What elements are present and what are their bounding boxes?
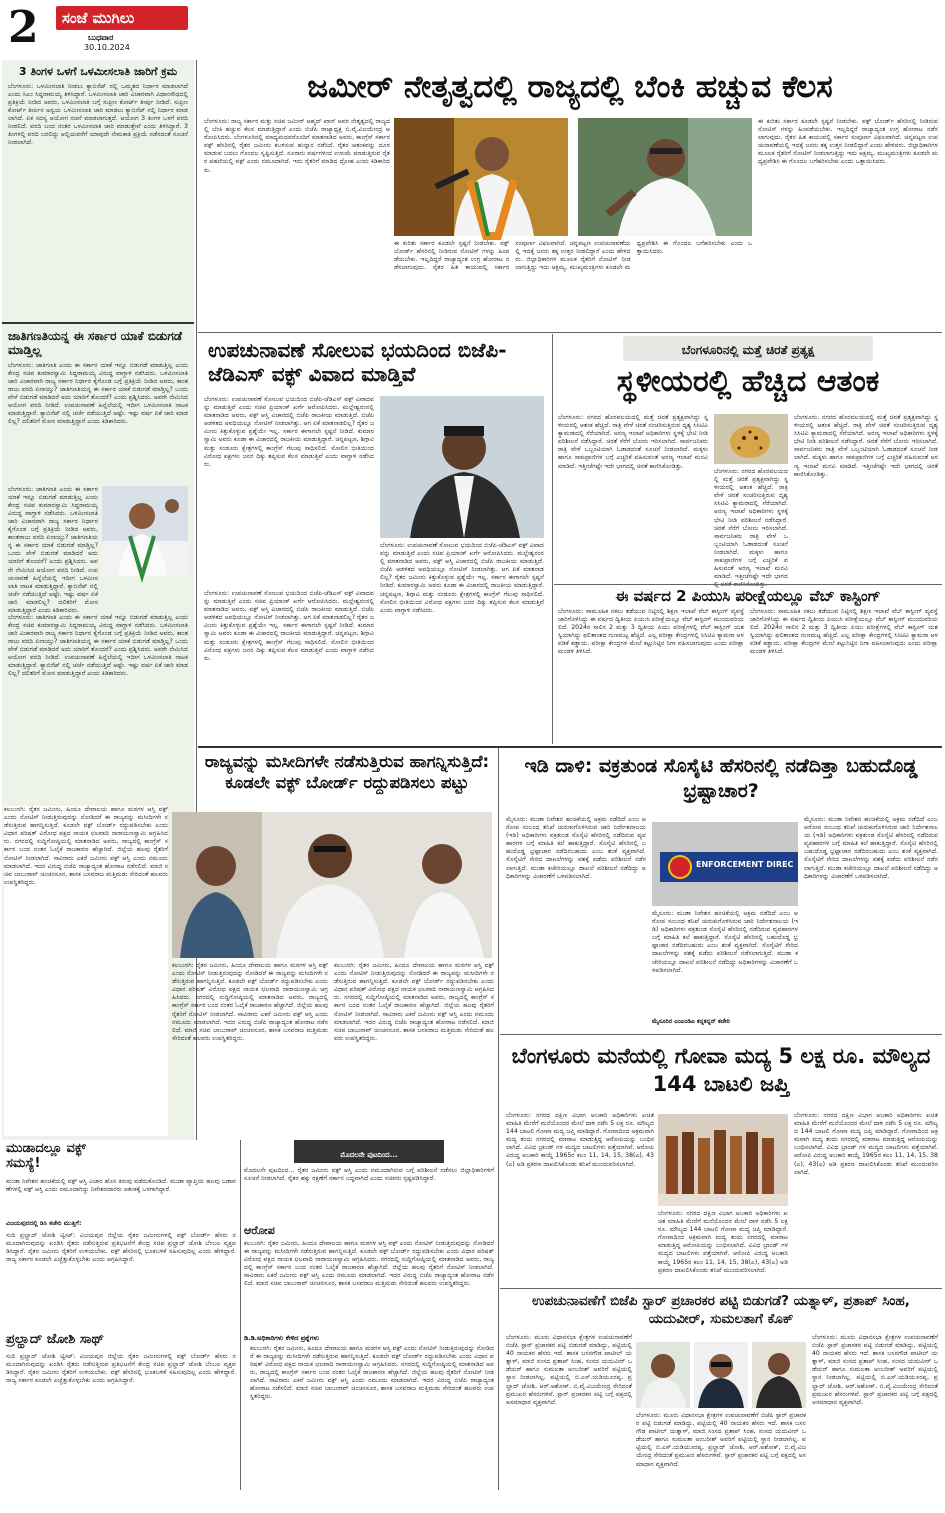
- caste-census-article: [8, 330, 188, 782]
- muda-waqf-article: [2, 1140, 240, 1490]
- puc-body-b: ಬೆಂಗಳೂರು: ಸಾಮೂಹಿಕ ನಕಲು ತಡೆಯುವ ನಿಟ್ಟಿನಲ್ಲಿ ಶಿಕ್ಷಣ ಇಲಾಖೆ ವೆಬ್ ಕಾಸ್ಟಿಂಗ್ ವ್ಯವಸ್ಥೆ ಜಾರಿಗೊಳಿಸಿದ್ದು ಈ ವರ್ಷದ ದ್ವಿತೀಯ ಪಿಯುಸಿ ಪರೀಕ್ಷೆಯಲ್ಲೂ ವೆಬ್ ಕಾಸ್ಟಿಂಗ್ ಮುಂದುವರಿಯಲಿದೆ. 2024ರ ಸಾಲಿನ 2 ಮತ್ತು 3 ದ್ವಿತೀಯ ಪಿಯು ಪರೀಕ್ಷೆಗಳಲ್ಲಿ ವೆಬ್ ಕಾಸ್ಟಿಂಗ್ ಯಶಸ್ವಿಯಾಗಿದ್ದು ಫಲಿತಾಂಶದ ಗುಣಮಟ್ಟ ಹೆಚ್ಚಿದೆ. ಎಲ್ಲ ಪರೀಕ್ಷಾ ಕೇಂದ್ರಗಳಲ್ಲಿ ಸಿಸಿಟಿವಿ ಕ್ಯಾಮರಾ ಅಳವಡಿಕೆ ಕಡ್ಡಾಯ. ಪರೀಕ್ಷಾ ಕೇಂದ್ರಗಳ ಮೇಲೆ ಕಟ್ಟುನಿಟ್ಟಿನ ನಿಗಾ ವಹಿಸಲಾಗುವುದು ಎಂದು ಪರೀಕ್ಷಾ ಮಂಡಳಿ ತಿಳಿಸಿದೆ.: [750, 608, 938, 656]
- zameer-photo: [578, 118, 752, 236]
- leopard-body-a: ಬೆಂಗಳೂರು: ನಗರದ ಹೊರವಲಯದಲ್ಲಿ ಮತ್ತೆ ಚಿರತೆ ಪ್ರತ್ಯಕ್ಷವಾಗಿದ್ದು ಸ್ಥಳೀಯರಲ್ಲಿ ಆತಂಕ ಹೆಚ್ಚಿದೆ. ರಾತ್ರಿ ವೇಳೆ ಚಿರತೆ ಸಂಚರಿಸುತ್ತಿರುವ ದೃಶ್ಯ ಸಿಸಿಟಿವಿ ಕ್ಯಾಮರಾದಲ್ಲಿ ಸೆರೆಯಾಗಿದೆ. ಅರಣ್ಯ ಇಲಾಖೆ ಅಧಿಕಾರಿಗಳು ಸ್ಥಳಕ್ಕೆ ಭೇಟಿ ನೀಡಿ ಪರಿಶೀಲನೆ ನಡೆಸಿದ್ದಾರೆ. ಚಿರತೆ ಸೆರೆಗೆ ಬೋನು ಇರಿಸಲಾಗಿದೆ. ಸಾರ್ವಜನಿಕರು ರಾತ್ರಿ ವೇಳೆ ಒಬ್ಬಂಟಿಯಾಗಿ ಓಡಾಡದಂತೆ ಸೂಚನೆ ನೀಡಲಾಗಿದೆ. ಮಕ್ಕಳು ಹಾಗೂ ಸಾಕುಪ್ರಾಣಿಗಳ ಬಗ್ಗೆ ಎಚ್ಚರಿಕೆ ವಹಿಸುವಂತೆ ಅರಣ್ಯ ಇಲಾಖೆ ಮನವಿ ಮಾಡಿದೆ. ಇತ್ತೀಚೆಗಷ್ಟೇ ಇದೇ ಭಾಗದಲ್ಲಿ ಚಿರತೆ ಕಾಣಿಸಿಕೊಂಡಿತ್ತು.: [558, 414, 708, 470]
- pratap-simha-photo: [694, 1342, 748, 1408]
- lead-body-left: ಬೆಂಗಳೂರು: ರಾಜ್ಯ ಸರ್ಕಾರ ಮತ್ತು ಸಚಿವ ಜಮೀರ್ ಅಹ್ಮದ್ ಖಾನ್ ಅವರ ನೇತೃತ್ವದಲ್ಲಿ ರಾಜ್ಯದಲ್ಲಿ ಬೆಂಕಿ ಹಚ್ಚುವ ಕೆಲಸ ಮಾಡುತ್ತಿದ್ದಾರೆ ಎಂದು ಬಿಜೆಪಿ ರಾಜ್ಯಾಧ್ಯಕ್ಷ ಬಿ.ವೈ.ವಿಜಯೇಂದ್ರ ಆರೋಪಿಸಿದರು. ಬೆಂಗಳೂರಿನಲ್ಲಿ ಮಾಧ್ಯಮದವರೊಂದಿಗೆ ಮಾತನಾಡಿದ ಅವರು, ಕಾಂಗ್ರೆಸ್ ಸರ್ಕಾರ ವಕ್ಫ್ ಹೆಸರಿನಲ್ಲಿ ರೈತರ ಜಮೀನು ಕಬಳಿಸುವ ಹುನ್ನಾರ ನಡೆಸಿದೆ. ರೈತರ ಆತಂಕವನ್ನು ದೂರ ಮಾಡುವ ಬದಲು ಗೊಂದಲ ಸೃಷ್ಟಿಸುತ್ತಿದೆ. ನೂರಾರು ವರ್ಷಗಳಿಂದ ಉಳುಮೆ ಮಾಡುತ್ತಿರುವ ರೈತರ ಪಹಣಿಯಲ್ಲಿ ವಕ್ಫ್ ಎಂದು ನಮೂದಾಗಿದೆ. ಇದು ರೈತರಿಗೆ ಮಾಡಿದ ದ್ರೋಹ ಎಂದು ಕಿಡಿಕಾರಿದರು.: [204, 118, 390, 174]
- muda-waqf-body-2: ಸುದಿ ಪ್ರಲ್ಹಾದ್ ಜೋಶಿ ಟ್ವೀಟ್: ವಿಜಯಪುರ ಜಿಲ್ಲೆಯ ರೈತರ ಜಮೀನುಗಳಲ್ಲಿ ವಕ್ಫ್ ಬೋರ್ಡ್ ಹೆಸರು ನಮೂದಾಗಿರುವುದನ್ನು ಖಂಡಿಸಿ ರೈತರು ನಡೆಸುತ್ತಿರುವ ಪ್ರತಿಭಟನೆಗೆ ಕೇಂದ್ರ ಸಚಿವ ಪ್ರಲ್ಹಾದ್ ಜೋಶಿ ಬೆಂಬಲ ವ್ಯಕ್ತಪಡಿಸಿದ್ದಾರೆ. ರೈತರ ಜಮೀನು ರೈತರಿಗೆ ಉಳಿಯಬೇಕು. ವಕ್ಫ್ ಹೆಸರಿನಲ್ಲಿ ಭೂಕಬಳಿಕೆ ಸಹಿಸುವುದಿಲ್ಲ ಎಂದು ಹೇಳಿದ್ದಾರೆ. ರಾಜ್ಯ ಸರ್ಕಾರ ಕೂಡಲೇ ಎಚ್ಚೆತ್ತುಕೊಳ್ಳಬೇಕು ಎಂದು ಆಗ್ರಹಿಸಿದ್ದಾರೆ.: [6, 1231, 236, 1264]
- leopard-photo: [714, 414, 788, 464]
- goa-body-a: ಬೆಂಗಳೂರು: ನಗರದ ದಕ್ಷಿಣ ವಿಭಾಗ ಅಬಕಾರಿ ಅಧಿಕಾರಿಗಳು ಖಚಿತ ಮಾಹಿತಿ ಮೇರೆಗೆ ಮನೆಯೊಂದರ ಮೇಲೆ ದಾಳಿ ನಡೆಸಿ 5 ಲಕ್ಷ ರೂ. ಮೌಲ್ಯದ 144 ಬಾಟಲಿ ಗೋವಾ ಮದ್ಯ ಜಪ್ತಿ ಮಾಡಿದ್ದಾರೆ. ಗೋವಾದಿಂದ ಅಕ್ರಮವಾಗಿ ಮದ್ಯ ತಂದು ನಗರದಲ್ಲಿ ಮಾರಾಟ ಮಾಡುತ್ತಿದ್ದ ಆರೋಪಿಯನ್ನು ಬಂಧಿಸಲಾಗಿದೆ. ವಿವಿಧ ಬ್ರಾಂಡ್ ಗಳ ಮದ್ಯದ ಬಾಟಲಿಗಳು ಪತ್ತೆಯಾಗಿವೆ. ಆರೋಪಿ ವಿರುದ್ಧ ಅಬಕಾರಿ ಕಾಯ್ದೆ 1965ರ ಕಲಂ 11, 14, 15, 38(ಎ), 43(ಎ) ಅಡಿ ಪ್ರಕರಣ ದಾಖಲಿಸಿಕೊಂಡು ತನಿಖೆ ಮುಂದುವರಿಸಲಾಗಿದೆ.: [506, 1112, 654, 1168]
- masidi-headline: ರಾಜ್ಯವನ್ನು ಮಸೀದಿಗಳೇ ನಡೆಸುತ್ತಿರುವ ಹಾಗನ್ನಿಸುತ್ತಿದೆ: ಕೂಡಲೇ ವಕ್ಫ್ ಬೋರ್ಡ್ ರದ್ದುಪಡಿಸಲು ಪಟ್ಟು: [204, 752, 490, 792]
- ed-article: [500, 750, 942, 1032]
- vijayendra-photo: [394, 118, 568, 236]
- masthead: [0, 0, 945, 56]
- ed-body-c: ಮೈಸೂರು: ಮುಡಾ ನಿವೇಶನ ಹಂಚಿಕೆಯಲ್ಲಿ ಅಕ್ರಮ ನಡೆದಿದೆ ಎಂಬ ಆರೋಪ ಸಂಬಂಧ ತನಿಖೆ ಚುರುಕುಗೊಳಿಸಿರುವ ಜಾರಿ ನಿರ್ದೇಶನಾಲಯ (ಇಡಿ) ಅಧಿಕಾರಿಗಳು ವಕ್ರತುಂಡ ಸೊಸೈಟಿ ಹೆಸರಿನಲ್ಲಿ ನಡೆದಿರುವ ವ್ಯವಹಾರಗಳ ಬಗ್ಗೆ ಮಾಹಿತಿ ಕಲೆ ಹಾಕುತ್ತಿದ್ದಾರೆ. ಸೊಸೈಟಿ ಹೆಸರಿನಲ್ಲಿ ಬಹುದೊಡ್ಡ ಭ್ರಷ್ಟಾಚಾರ ನಡೆದಿರಬಹುದು ಎಂಬ ಶಂಕೆ ವ್ಯಕ್ತವಾಗಿದೆ. ಸೊಸೈಟಿಗೆ ಸೇರಿದ ದಾಖಲೆಗಳನ್ನು ವಶಕ್ಕೆ ಪಡೆದು ಪರಿಶೀಲನೆ ನಡೆಸಲಾಗುತ್ತಿದೆ. ಮುಡಾ ಕಚೇರಿಯಲ್ಲೂ ದಾಖಲೆ ಪರಿಶೀಲನೆ ನಡೆದಿದ್ದು ಅಧಿಕಾರಿಗಳನ್ನು ವಿಚಾರಣೆಗೆ ಒಳಪಡಿಸಲಾಗಿದೆ.: [804, 816, 938, 880]
- leopard-kicker: ಬೆಂಗಳೂರಿನಲ್ಲಿ ಮತ್ತೆ ಚಿರತೆ ಪ್ರತ್ಯಕ್ಷ: [681, 343, 815, 357]
- masidi-body-b: ಕಲಬುರಗಿ: ರೈತರ ಜಮೀನು, ಹಿಂದೂ ದೇವಾಲಯ ಹಾಗೂ ಮಠಗಳ ಆಸ್ತಿ ವಕ್ಫ್ ಎಂದು ನೋಟಿಸ್ ನೀಡುತ್ತಿರುವುದನ್ನು ನೋಡಿದರೆ ಈ ರಾಜ್ಯವನ್ನು ಮಸೀದಿಗಳೇ ನಡೆಸುತ್ತಿರುವ ಹಾಗನ್ನಿಸುತ್ತಿದೆ. ಕೂಡಲೇ ವಕ್ಫ್ ಬೋರ್ಡ್ ರದ್ದುಪಡಿಸಬೇಕು ಎಂದು ವಿಧಾನ ಪರಿಷತ್ ವಿರೋಧ ಪಕ್ಷದ ನಾಯಕ ಛಲವಾದಿ ನಾರಾಯಣಸ್ವಾಮಿ ಆಗ್ರಹಿಸಿದರು. ನಗರದಲ್ಲಿ ಸುದ್ದಿಗೋಷ್ಠಿಯಲ್ಲಿ ಮಾತನಾಡಿದ ಅವರು, ರಾಜ್ಯದಲ್ಲಿ ಕಾಂಗ್ರೆಸ್ ಸರ್ಕಾರ ಬಂದ ನಂತರ ಓಲೈಕೆ ರಾಜಕಾರಣ ಹೆಚ್ಚಾಗಿದೆ. ಜಿಲ್ಲೆಯ ಹಲವು ರೈತರಿಗೆ ನೋಟಿಸ್ ನೀಡಲಾಗಿದೆ. ಸಾವಿರಾರು ಎಕರೆ ಜಮೀನು ವಕ್ಫ್ ಆಸ್ತಿ ಎಂದು ನಮೂದು ಮಾಡಲಾಗಿದೆ. ಇದರ ವಿರುದ್ಧ ಬಿಜೆಪಿ ರಾಜ್ಯಾದ್ಯಂತ ಹೋರಾಟ ನಡೆಸಲಿದೆ. ಮಾಜಿ ಸಚಿವ ಬಾಬುರಾವ್ ಚಿಂಚನಸೂರ, ಶಾಸಕ ಬಸವರಾಜ ಮತ್ತಿಮಡು ಸೇರಿದಂತೆ ಹಲವರು ಉಪಸ್ಥಿತರಿದ್ದರು.: [172, 962, 328, 1042]
- goa-liquor-article: [500, 1036, 942, 1286]
- yaduveer-photo: [752, 1342, 806, 1408]
- priyank-kharge-photo: [380, 396, 544, 538]
- star-body-b: ಬೆಂಗಳೂರು: ಮೂರು ವಿಧಾನಸಭಾ ಕ್ಷೇತ್ರಗಳ ಉಪಚುನಾವಣೆಗೆ ಬಿಜೆಪಿ ಸ್ಟಾರ್ ಪ್ರಚಾರಕರ ಪಟ್ಟಿ ಬಿಡುಗಡೆ ಮಾಡಿದ್ದು, ಪಟ್ಟಿಯಲ್ಲಿ 40 ನಾಯಕರ ಹೆಸರು ಇದೆ. ಶಾಸಕ ಬಸನಗೌಡ ಪಾಟೀಲ್ ಯತ್ನಾಳ್, ಮಾಜಿ ಸಂಸದ ಪ್ರತಾಪ್ ಸಿಂಹ, ಸಂಸದ ಯದುವೀರ್ ಒಡೆಯರ್ ಹಾಗೂ ಸುಮಲತಾ ಅಂಬರೀಶ್ ಅವರಿಗೆ ಪಟ್ಟಿಯಲ್ಲಿ ಸ್ಥಾನ ನೀಡಲಾಗಿಲ್ಲ. ಪಟ್ಟಿಯಲ್ಲಿ ಬಿ.ಎಸ್.ಯಡಿಯೂರಪ್ಪ, ಪ್ರಲ್ಹಾದ್ ಜೋಶಿ, ಆರ್.ಅಶೋಕ್, ಬಿ.ವೈ.ವಿಜಯೇಂದ್ರ ಸೇರಿದಂತೆ ಪ್ರಮುಖರ ಹೆಸರುಗಳಿವೆ. ಸ್ಟಾರ್ ಪ್ರಚಾರಕರ ಪಟ್ಟಿ ಬಗ್ಗೆ ಪಕ್ಷದಲ್ಲಿ ಅಸಮಾಧಾನ ವ್ಯಕ್ತವಾಗಿದೆ.: [636, 1412, 806, 1468]
- leopard-body-c: ಬೆಂಗಳೂರು: ನಗರದ ಹೊರವಲಯದಲ್ಲಿ ಮತ್ತೆ ಚಿರತೆ ಪ್ರತ್ಯಕ್ಷವಾಗಿದ್ದು ಸ್ಥಳೀಯರಲ್ಲಿ ಆತಂಕ ಹೆಚ್ಚಿದೆ. ರಾತ್ರಿ ವೇಳೆ ಚಿರತೆ ಸಂಚರಿಸುತ್ತಿರುವ ದೃಶ್ಯ ಸಿಸಿಟಿವಿ ಕ್ಯಾಮರಾದಲ್ಲಿ ಸೆರೆಯಾಗಿದೆ. ಅರಣ್ಯ ಇಲಾಖೆ ಅಧಿಕಾರಿಗಳು ಸ್ಥಳಕ್ಕೆ ಭೇಟಿ ನೀಡಿ ಪರಿಶೀಲನೆ ನಡೆಸಿದ್ದಾರೆ. ಚಿರತೆ ಸೆರೆಗೆ ಬೋನು ಇರಿಸಲಾಗಿದೆ. ಸಾರ್ವಜನಿಕರು ರಾತ್ರಿ ವೇಳೆ ಒಬ್ಬಂಟಿಯಾಗಿ ಓಡಾಡದಂತೆ ಸೂಚನೆ ನೀಡಲಾಗಿದೆ. ಮಕ್ಕಳು ಹಾಗೂ ಸಾಕುಪ್ರಾಣಿಗಳ ಬಗ್ಗೆ ಎಚ್ಚರಿಕೆ ವಹಿಸುವಂತೆ ಅರಣ್ಯ ಇಲಾಖೆ ಮನವಿ ಮಾಡಿದೆ. ಇತ್ತೀಚೆಗಷ್ಟೇ ಇದೇ ಭಾಗದಲ್ಲಿ ಚಿರತೆ ಕಾಣಿಸಿಕೊಂಡಿತ್ತು.: [794, 414, 938, 478]
- masidi-body-a: ಕಲಬುರಗಿ: ರೈತರ ಜಮೀನು, ಹಿಂದೂ ದೇವಾಲಯ ಹಾಗೂ ಮಠಗಳ ಆಸ್ತಿ ವಕ್ಫ್ ಎಂದು ನೋಟಿಸ್ ನೀಡುತ್ತಿರುವುದನ್ನು ನೋಡಿದರೆ ಈ ರಾಜ್ಯವನ್ನು ಮಸೀದಿಗಳೇ ನಡೆಸುತ್ತಿರುವ ಹಾಗನ್ನಿಸುತ್ತಿದೆ. ಕೂಡಲೇ ವಕ್ಫ್ ಬೋರ್ಡ್ ರದ್ದುಪಡಿಸಬೇಕು ಎಂದು ವಿಧಾನ ಪರಿಷತ್ ವಿರೋಧ ಪಕ್ಷದ ನಾಯಕ ಛಲವಾದಿ ನಾರಾಯಣಸ್ವಾಮಿ ಆಗ್ರಹಿಸಿದರು. ನಗರದಲ್ಲಿ ಸುದ್ದಿಗೋಷ್ಠಿಯಲ್ಲಿ ಮಾತನಾಡಿದ ಅವರು, ರಾಜ್ಯದಲ್ಲಿ ಕಾಂಗ್ರೆಸ್ ಸರ್ಕಾರ ಬಂದ ನಂತರ ಓಲೈಕೆ ರಾಜಕಾರಣ ಹೆಚ್ಚಾಗಿದೆ. ಜಿಲ್ಲೆಯ ಹಲವು ರೈತರಿಗೆ ನೋಟಿಸ್ ನೀಡಲಾಗಿದೆ. ಸಾವಿರಾರು ಎಕರೆ ಜಮೀನು ವಕ್ಫ್ ಆಸ್ತಿ ಎಂದು ನಮೂದು ಮಾಡಲಾಗಿದೆ. ಇದರ ವಿರುದ್ಧ ಬಿಜೆಪಿ ರಾಜ್ಯಾದ್ಯಂತ ಹೋರಾಟ ನಡೆಸಲಿದೆ. ಮಾಜಿ ಸಚಿವ ಬಾಬುರಾವ್ ಚಿಂಚನಸೂರ, ಶಾಸಕ ಬಸವರಾಜ ಮತ್ತಿಮಡು ಸೇರಿದಂತೆ ಹಲವರು ಉಪಸ್ಥಿತರಿದ್ದರು.: [4, 806, 168, 1136]
- brand-logo: [56, 6, 188, 30]
- ed-board-text: ENFORCEMENT DIREC: [696, 860, 794, 869]
- goa-body-b: ಬೆಂಗಳೂರು: ನಗರದ ದಕ್ಷಿಣ ವಿಭಾಗ ಅಬಕಾರಿ ಅಧಿಕಾರಿಗಳು ಖಚಿತ ಮಾಹಿತಿ ಮೇರೆಗೆ ಮನೆಯೊಂದರ ಮೇಲೆ ದಾಳಿ ನಡೆಸಿ 5 ಲಕ್ಷ ರೂ. ಮೌಲ್ಯದ 144 ಬಾಟಲಿ ಗೋವಾ ಮದ್ಯ ಜಪ್ತಿ ಮಾಡಿದ್ದಾರೆ. ಗೋವಾದಿಂದ ಅಕ್ರಮವಾಗಿ ಮದ್ಯ ತಂದು ನಗರದಲ್ಲಿ ಮಾರಾಟ ಮಾಡುತ್ತಿದ್ದ ಆರೋಪಿಯನ್ನು ಬಂಧಿಸಲಾಗಿದೆ. ವಿವಿಧ ಬ್ರಾಂಡ್ ಗಳ ಮದ್ಯದ ಬಾಟಲಿಗಳು ಪತ್ತೆಯಾಗಿವೆ. ಆರೋಪಿ ವಿರುದ್ಧ ಅಬಕಾರಿ ಕಾಯ್ದೆ 1965ರ ಕಲಂ 11, 14, 15, 38(ಎ), 43(ಎ) ಅಡಿ ಪ್ರಕರಣ ದಾಖಲಿಸಿಕೊಂಡು ತನಿಖೆ ಮುಂದುವರಿಸಲಾಗಿದೆ.: [658, 1210, 788, 1274]
- yatnal-photo: [636, 1342, 690, 1408]
- masthead-date: 30.10.2024: [84, 43, 130, 52]
- caste-census-body-a: ಬೆಂಗಳೂರು: ಜಾತಿಗಣತಿ ಎಂದು ಈ ಸರ್ಕಾರ ಯಾಕೆ ಇನ್ನೂ ಬಿಡುಗಡೆ ಮಾಡುತ್ತಿಲ್ಲ ಎಂದು ಕೇಂದ್ರ ಸಚಿವ ಕುಮಾರಸ್ವಾಮಿ ಸಿದ್ದರಾಮಯ್ಯ ವಿರುದ್ಧ ವಾಗ್ದಾಳಿ ನಡೆಸಿದರು. ಒಳಮೀಸಲಾತಿ ಜಾರಿ ವಿಚಾರವಾಗಿ ರಾಜ್ಯ ಸರ್ಕಾರ ನಿರ್ಧಾರ ಕೈಗೊಂಡ ಬಗ್ಗೆ ಪ್ರತಿಕ್ರಿಯೆ ನೀಡಿದ ಅವರು, ಕಾಂತರಾಜು ವರದಿ ಏನಾಯ್ತು? ಜಾತಿಗಣತಿಯನ್ನ ಈ ಸರ್ಕಾರ ಯಾಕೆ ಬಿಡುಗಡೆ ಮಾಡ್ತಿಲ್ಲ? ಒಂದು ವೇಳೆ ಬಿಡುಗಡೆ ಮಾಡಿದರೆ ಅದು ಯಾರಿಗೆ ತೊಂದರೆ? ಎಂದು ಪ್ರಶ್ನಿಸಿದರು. ಅವರೇ ನೇಮಿಸಿದ ಆಯೋಗ ವರದಿ ನೀಡಿದೆ. ಉಪಚುನಾವಣೆ ಹಿನ್ನೆಲೆಯಲ್ಲಿ ಇದೀಗ ಒಳಮೀಸಲಾತಿ ನಾಟಕ ಮಾಡುತ್ತಿದ್ದಾರೆ. ಕ್ಯಾಬಿನೆಟ್ ನಲ್ಲಿ ಚರ್ಚೆ ನಡೆಯುತ್ತಿದೆ ಅಷ್ಟೇ. ಇಷ್ಟು ವರ್ಷ ಏಕೆ ಜಾರಿ ಮಾಡಲಿಲ್ಲ? ದಲಿತರಿಗೆ ಮೋಸ ಮಾಡುತ್ತಿದ್ದಾರೆ ಎಂದು ಕಿಡಿಕಾರಿದರು.: [8, 361, 188, 426]
- star-body-c: ಬೆಂಗಳೂರು: ಮೂರು ವಿಧಾನಸಭಾ ಕ್ಷೇತ್ರಗಳ ಉಪಚುನಾವಣೆಗೆ ಬಿಜೆಪಿ ಸ್ಟಾರ್ ಪ್ರಚಾರಕರ ಪಟ್ಟಿ ಬಿಡುಗಡೆ ಮಾಡಿದ್ದು, ಪಟ್ಟಿಯಲ್ಲಿ 40 ನಾಯಕರ ಹೆಸರು ಇದೆ. ಶಾಸಕ ಬಸನಗೌಡ ಪಾಟೀಲ್ ಯತ್ನಾಳ್, ಮಾಜಿ ಸಂಸದ ಪ್ರತಾಪ್ ಸಿಂಹ, ಸಂಸದ ಯದುವೀರ್ ಒಡೆಯರ್ ಹಾಗೂ ಸುಮಲತಾ ಅಂಬರೀಶ್ ಅವರಿಗೆ ಪಟ್ಟಿಯಲ್ಲಿ ಸ್ಥಾನ ನೀಡಲಾಗಿಲ್ಲ. ಪಟ್ಟಿಯಲ್ಲಿ ಬಿ.ಎಸ್.ಯಡಿಯೂರಪ್ಪ, ಪ್ರಲ್ಹಾದ್ ಜೋಶಿ, ಆರ್.ಅಶೋಕ್, ಬಿ.ವೈ.ವಿಜಯೇಂದ್ರ ಸೇರಿದಂತೆ ಪ್ರಮುಖರ ಹೆಸರುಗಳಿವೆ. ಸ್ಟಾರ್ ಪ್ರಚಾರಕರ ಪಟ್ಟಿ ಬಗ್ಗೆ ಪಕ್ಷದಲ್ಲಿ ಅಸಮಾಧಾನ ವ್ಯಕ್ತವಾಗಿದೆ.: [812, 1334, 938, 1406]
- ed-body-b: ಮೈಸೂರು: ಮುಡಾ ನಿವೇಶನ ಹಂಚಿಕೆಯಲ್ಲಿ ಅಕ್ರಮ ನಡೆದಿದೆ ಎಂಬ ಆರೋಪ ಸಂಬಂಧ ತನಿಖೆ ಚುರುಕುಗೊಳಿಸಿರುವ ಜಾರಿ ನಿರ್ದೇಶನಾಲಯ (ಇಡಿ) ಅಧಿಕಾರಿಗಳು ವಕ್ರತುಂಡ ಸೊಸೈಟಿ ಹೆಸರಿನಲ್ಲಿ ನಡೆದಿರುವ ವ್ಯವಹಾರಗಳ ಬಗ್ಗೆ ಮಾಹಿತಿ ಕಲೆ ಹಾಕುತ್ತಿದ್ದಾರೆ. ಸೊಸೈಟಿ ಹೆಸರಿನಲ್ಲಿ ಬಹುದೊಡ್ಡ ಭ್ರಷ್ಟಾಚಾರ ನಡೆದಿರಬಹುದು ಎಂಬ ಶಂಕೆ ವ್ಯಕ್ತವಾಗಿದೆ. ಸೊಸೈಟಿಗೆ ಸೇರಿದ ದಾಖಲೆಗಳನ್ನು ವಶಕ್ಕೆ ಪಡೆದು ಪರಿಶೀಲನೆ ನಡೆಸಲಾಗುತ್ತಿದೆ. ಮುಡಾ ಕಚೇರಿಯಲ್ಲೂ ದಾಖಲೆ ಪರಿಶೀಲನೆ ನಡೆದಿದ್ದು ಅಧಿಕಾರಿಗಳನ್ನು ವಿಚಾರಣೆಗೆ ಒಳಪಡಿಸಲಾಗಿದೆ.: [652, 910, 798, 974]
- ob-quota-headline: 3 ತಿಂಗಳ ಒಳಗೆ ಒಳಮೀಸಲಾತಿ ಜಾರಿಗೆ ಕ್ರಮ: [18, 65, 178, 78]
- joshi-body: ಸುದಿ ಪ್ರಲ್ಹಾದ್ ಜೋಶಿ ಟ್ವೀಟ್: ವಿಜಯಪುರ ಜಿಲ್ಲೆಯ ರೈತರ ಜಮೀನುಗಳಲ್ಲಿ ವಕ್ಫ್ ಬೋರ್ಡ್ ಹೆಸರು ನಮೂದಾಗಿರುವುದನ್ನು ಖಂಡಿಸಿ ರೈತರು ನಡೆಸುತ್ತಿರುವ ಪ್ರತಿಭಟನೆಗೆ ಕೇಂದ್ರ ಸಚಿವ ಪ್ರಲ್ಹಾದ್ ಜೋಶಿ ಬೆಂಬಲ ವ್ಯಕ್ತಪಡಿಸಿದ್ದಾರೆ. ರೈತರ ಜಮೀನು ರೈತರಿಗೆ ಉಳಿಯಬೇಕು. ವಕ್ಫ್ ಹೆಸರಿನಲ್ಲಿ ಭೂಕಬಳಿಕೆ ಸಹಿಸುವುದಿಲ್ಲ ಎಂದು ಹೇಳಿದ್ದಾರೆ. ರಾಜ್ಯ ಸರ್ಕಾರ ಕೂಡಲೇ ಎಚ್ಚೆತ್ತುಕೊಳ್ಳಬೇಕು ಎಂದು ಆಗ್ರಹಿಸಿದ್ದಾರೆ.: [6, 1352, 236, 1385]
- puc-body-a: ಬೆಂಗಳೂರು: ಸಾಮೂಹಿಕ ನಕಲು ತಡೆಯುವ ನಿಟ್ಟಿನಲ್ಲಿ ಶಿಕ್ಷಣ ಇಲಾಖೆ ವೆಬ್ ಕಾಸ್ಟಿಂಗ್ ವ್ಯವಸ್ಥೆ ಜಾರಿಗೊಳಿಸಿದ್ದು ಈ ವರ್ಷದ ದ್ವಿತೀಯ ಪಿಯುಸಿ ಪರೀಕ್ಷೆಯಲ್ಲೂ ವೆಬ್ ಕಾಸ್ಟಿಂಗ್ ಮುಂದುವರಿಯಲಿದೆ. 2024ರ ಸಾಲಿನ 2 ಮತ್ತು 3 ದ್ವಿತೀಯ ಪಿಯು ಪರೀಕ್ಷೆಗಳಲ್ಲಿ ವೆಬ್ ಕಾಸ್ಟಿಂಗ್ ಯಶಸ್ವಿಯಾಗಿದ್ದು ಫಲಿತಾಂಶದ ಗುಣಮಟ್ಟ ಹೆಚ್ಚಿದೆ. ಎಲ್ಲ ಪರೀಕ್ಷಾ ಕೇಂದ್ರಗಳಲ್ಲಿ ಸಿಸಿಟಿವಿ ಕ್ಯಾಮರಾ ಅಳವಡಿಕೆ ಕಡ್ಡಾಯ. ಪರೀಕ್ಷಾ ಕೇಂದ್ರಗಳ ಮೇಲೆ ಕಟ್ಟುನಿಟ್ಟಿನ ನಿಗಾ ವಹಿಸಲಾಗುವುದು ಎಂದು ಪರೀಕ್ಷಾ ಮಂಡಳಿ ತಿಳಿಸಿದೆ.: [558, 608, 744, 656]
- kumaraswamy-photo: [102, 486, 188, 576]
- ob-quota-body: ಬೆಂಗಳೂರು: ಒಳಮೀಸಲಾತಿ ನೀಡಲು ಕ್ಯಾಬಿನೆಟ್ ನಲ್ಲಿ ಒಮ್ಮತದ ನಿರ್ಧಾರ ಮಾಡಲಾಗಿದೆ ಎಂದು ಸಿಎಂ ಸಿದ್ದರಾಮಯ್ಯ ತಿಳಿಸಿದ್ದಾರೆ. ಒಳಮೀಸಲಾತಿ ಜಾರಿ ವಿಚಾರವಾಗಿ ವಿಧಾನಸೌಧದಲ್ಲಿ ಪ್ರತಿಕ್ರಿಯೆ ನೀಡಿದ ಅವರು, ಒಳಮೀಸಲಾತಿ ಬಗ್ಗೆ ಸುಪ್ರೀಂ ಕೋರ್ಟ್ ತೀರ್ಪು ನೀಡಿದೆ. ಸುಪ್ರೀಂ ಕೋರ್ಟ್ ತೀರ್ಪಿನ ಅನ್ವಯ ಒಳಮೀಸಲಾತಿ ಜಾರಿ ಮಾಡಲು ಕ್ಯಾಬಿನೆಟ್ ನಲ್ಲಿ ನಿರ್ಧಾರ ಮಾಡಲಾಗಿದೆ. ಏಕ ಸದಸ್ಯ ಆಯೋಗ ರಚನೆ ಮಾಡಲಾಗುತ್ತದೆ. ಆಯೋಗ 3 ತಿಂಗಳ ಒಳಗೆ ವರದಿ ನೀಡಲಿದೆ. ವರದಿ ಬಂದ ನಂತರ ಒಳಮೀಸಲಾತಿ ಜಾರಿ ಮಾಡುತ್ತೇವೆ ಎಂದು ತಿಳಿಸಿದ್ದಾರೆ. 3 ತಿಂಗಳಲ್ಲಿ ವರದಿ ಬರಲಿದ್ದು ಅಲ್ಲಿಯವರೆಗೆ ಯಾವುದೇ ನೇಮಕಾತಿ ಪ್ರಕ್ರಿಯೆ ನಡೆಸದಂತೆ ಸೂಚನೆ ನೀಡಲಾಗಿದೆ.: [8, 82, 188, 147]
- caste-census-body-c: ಬೆಂಗಳೂರು: ಜಾತಿಗಣತಿ ಎಂದು ಈ ಸರ್ಕಾರ ಯಾಕೆ ಇನ್ನೂ ಬಿಡುಗಡೆ ಮಾಡುತ್ತಿಲ್ಲ ಎಂದು ಕೇಂದ್ರ ಸಚಿವ ಕುಮಾರಸ್ವಾಮಿ ಸಿದ್ದರಾಮಯ್ಯ ವಿರುದ್ಧ ವಾಗ್ದಾಳಿ ನಡೆಸಿದರು. ಒಳಮೀಸಲಾತಿ ಜಾರಿ ವಿಚಾರವಾಗಿ ರಾಜ್ಯ ಸರ್ಕಾರ ನಿರ್ಧಾರ ಕೈಗೊಂಡ ಬಗ್ಗೆ ಪ್ರತಿಕ್ರಿಯೆ ನೀಡಿದ ಅವರು, ಕಾಂತರಾಜು ವರದಿ ಏನಾಯ್ತು? ಜಾತಿಗಣತಿಯನ್ನ ಈ ಸರ್ಕಾರ ಯಾಕೆ ಬಿಡುಗಡೆ ಮಾಡ್ತಿಲ್ಲ? ಒಂದು ವೇಳೆ ಬಿಡುಗಡೆ ಮಾಡಿದರೆ ಅದು ಯಾರಿಗೆ ತೊಂದರೆ? ಎಂದು ಪ್ರಶ್ನಿಸಿದರು. ಅವರೇ ನೇಮಿಸಿದ ಆಯೋಗ ವರದಿ ನೀಡಿದೆ. ಉಪಚುನಾವಣೆ ಹಿನ್ನೆಲೆಯಲ್ಲಿ ಇದೀಗ ಒಳಮೀಸಲಾತಿ ನಾಟಕ ಮಾಡುತ್ತಿದ್ದಾರೆ. ಕ್ಯಾಬಿನೆಟ್ ನಲ್ಲಿ ಚರ್ಚೆ ನಡೆಯುತ್ತಿದೆ ಅಷ್ಟೇ. ಇಷ್ಟು ವರ್ಷ ಏಕೆ ಜಾರಿ ಮಾಡಲಿಲ್ಲ? ದಲಿತರಿಗೆ ಮೋಸ ಮಾಡುತ್ತಿದ್ದಾರೆ ಎಂದು ಕಿಡಿಕಾರಿದರು.: [8, 613, 188, 678]
- liquor-bottles-photo: [658, 1114, 788, 1206]
- lead-article: [198, 60, 942, 330]
- upachunavane-body-b: ಬೆಂಗಳೂರು: ಉಪಚುನಾವಣೆ ಸೋಲುವ ಭಯದಿಂದ ಬಿಜೆಪಿ-ಜೆಡಿಎಸ್ ವಕ್ಫ್ ವಿವಾದವನ್ನು ಮಾಡುತ್ತಿವೆ ಎಂದು ಸಚಿವ ಪ್ರಿಯಾಂಕ್ ಖರ್ಗೆ ಆರೋಪಿಸಿದರು. ಮಲ್ಲೇಶ್ವರಂನಲ್ಲಿ ಮಾತನಾಡಿದ ಅವರು, ವಕ್ಫ್ ಆಸ್ತಿ ವಿಚಾರದಲ್ಲಿ ಬಿಜೆಪಿ ರಾಜಕೀಯ ಮಾಡುತ್ತಿದೆ. ಬಿಜೆಪಿ ಆಡಳಿತದ ಅವಧಿಯಲ್ಲೂ ನೋಟಿಸ್ ನೀಡಲಾಗಿತ್ತು. ಆಗ ಏಕೆ ಮಾತನಾಡಲಿಲ್ಲ? ರೈತರ ಜಮೀನು ಕಿತ್ತುಕೊಳ್ಳುವ ಪ್ರಶ್ನೆಯೇ ಇಲ್ಲ. ಸರ್ಕಾರ ಈಗಾಗಲೇ ಸ್ಪಷ್ಟನೆ ನೀಡಿದೆ. ಕುಮಾರಸ್ವಾಮಿ ಅವರು ಕೂಡಾ ಈ ವಿಚಾರದಲ್ಲಿ ರಾಜಕೀಯ ಮಾಡುತ್ತಿದ್ದಾರೆ. ಚನ್ನಪಟ್ಟಣ, ಶಿಗ್ಗಾವಿ ಮತ್ತು ಸಂಡೂರು ಕ್ಷೇತ್ರಗಳಲ್ಲಿ ಕಾಂಗ್ರೆಸ್ ಗೆಲುವು ಸಾಧಿಸಲಿದೆ. ಸೋಲಿನ ಭೀತಿಯಿಂದ ವಿರೋಧ ಪಕ್ಷಗಳು ಜನರ ದಿಕ್ಕು ತಪ್ಪಿಸುವ ಕೆಲಸ ಮಾಡುತ್ತಿವೆ ಎಂದು ವಾಗ್ದಾಳಿ ನಡೆಸಿದರು.: [380, 542, 544, 614]
- puc-headline: ಈ ವರ್ಷದ 2 ಪಿಯುಸಿ ಪರೀಕ್ಷೆಯಲ್ಲೂ ವೆಬ್ ಕಾಸ್ಟಿಂಗ್: [615, 587, 881, 605]
- ed-office-photo: [652, 822, 798, 906]
- lead-headline: ಜಮೀರ್ ನೇತೃತ್ವದಲ್ಲಿ ರಾಜ್ಯದಲ್ಲಿ ಬೆಂಕಿ ಹಚ್ಚುವ ಕೆಲಸ: [307, 69, 833, 106]
- aropa-label: ಆರೋಪ: [244, 1224, 275, 1237]
- list-body: ಕಲಬುರಗಿ: ರೈತರ ಜಮೀನು, ಹಿಂದೂ ದೇವಾಲಯ ಹಾಗೂ ಮಠಗಳ ಆಸ್ತಿ ವಕ್ಫ್ ಎಂದು ನೋಟಿಸ್ ನೀಡುತ್ತಿರುವುದನ್ನು ನೋಡಿದರೆ ಈ ರಾಜ್ಯವನ್ನು ಮಸೀದಿಗಳೇ ನಡೆಸುತ್ತಿರುವ ಹಾಗನ್ನಿಸುತ್ತಿದೆ. ಕೂಡಲೇ ವಕ್ಫ್ ಬೋರ್ಡ್ ರದ್ದುಪಡಿಸಬೇಕು ಎಂದು ವಿಧಾನ ಪರಿಷತ್ ವಿರೋಧ ಪಕ್ಷದ ನಾಯಕ ಛಲವಾದಿ ನಾರಾಯಣಸ್ವಾಮಿ ಆಗ್ರಹಿಸಿದರು. ನಗರದಲ್ಲಿ ಸುದ್ದಿಗೋಷ್ಠಿಯಲ್ಲಿ ಮಾತನಾಡಿದ ಅವರು, ರಾಜ್ಯದಲ್ಲಿ ಕಾಂಗ್ರೆಸ್ ಸರ್ಕಾರ ಬಂದ ನಂತರ ಓಲೈಕೆ ರಾಜಕಾರಣ ಹೆಚ್ಚಾಗಿದೆ. ಜಿಲ್ಲೆಯ ಹಲವು ರೈತರಿಗೆ ನೋಟಿಸ್ ನೀಡಲಾಗಿದೆ. ಸಾವಿರಾರು ಎಕರೆ ಜಮೀನು ವಕ್ಫ್ ಆಸ್ತಿ ಎಂದು ನಮೂದು ಮಾಡಲಾಗಿದೆ. ಇದರ ವಿರುದ್ಧ ಬಿಜೆಪಿ ರಾಜ್ಯಾದ್ಯಂತ ಹೋರಾಟ ನಡೆಸಲಿದೆ. ಮಾಜಿ ಸಚಿವ ಬಾಬುರಾವ್ ಚಿಂಚನಸೂರ, ಶಾಸಕ ಬಸವರಾಜ ಮತ್ತಿಮಡು ಸೇರಿದಂತೆ ಹಲವರು ಉಪಸ್ಥಿತರಿದ್ದರು.: [250, 1344, 494, 1401]
- ed-photo-caption: ಮೈಸೂರಿನ ಎಂಎಂಡಿಎ ಕನ್ನಕನ್ನನ್ ಕಚೇರಿ: [652, 1018, 730, 1025]
- masthead-day: ಬುಧವಾರ: [88, 33, 114, 42]
- narayanaswamy-photo: [172, 812, 492, 958]
- aropa-body: ಕಲಬುರಗಿ: ರೈತರ ಜಮೀನು, ಹಿಂದೂ ದೇವಾಲಯ ಹಾಗೂ ಮಠಗಳ ಆಸ್ತಿ ವಕ್ಫ್ ಎಂದು ನೋಟಿಸ್ ನೀಡುತ್ತಿರುವುದನ್ನು ನೋಡಿದರೆ ಈ ರಾಜ್ಯವನ್ನು ಮಸೀದಿಗಳೇ ನಡೆಸುತ್ತಿರುವ ಹಾಗನ್ನಿಸುತ್ತಿದೆ. ಕೂಡಲೇ ವಕ್ಫ್ ಬೋರ್ಡ್ ರದ್ದುಪಡಿಸಬೇಕು ಎಂದು ವಿಧಾನ ಪರಿಷತ್ ವಿರೋಧ ಪಕ್ಷದ ನಾಯಕ ಛಲವಾದಿ ನಾರಾಯಣಸ್ವಾಮಿ ಆಗ್ರಹಿಸಿದರು. ನಗರದಲ್ಲಿ ಸುದ್ದಿಗೋಷ್ಠಿಯಲ್ಲಿ ಮಾತನಾಡಿದ ಅವರು, ರಾಜ್ಯದಲ್ಲಿ ಕಾಂಗ್ರೆಸ್ ಸರ್ಕಾರ ಬಂದ ನಂತರ ಓಲೈಕೆ ರಾಜಕಾರಣ ಹೆಚ್ಚಾಗಿದೆ. ಜಿಲ್ಲೆಯ ಹಲವು ರೈತರಿಗೆ ನೋಟಿಸ್ ನೀಡಲಾಗಿದೆ. ಸಾವಿರಾರು ಎಕರೆ ಜಮೀನು ವಕ್ಫ್ ಆಸ್ತಿ ಎಂದು ನಮೂದು ಮಾಡಲಾಗಿದೆ. ಇದರ ವಿರುದ್ಧ ಬಿಜೆಪಿ ರಾಜ್ಯಾದ್ಯಂತ ಹೋರಾಟ ನಡೆಸಲಿದೆ. ಮಾಜಿ ಸಚಿವ ಬಾಬುರಾವ್ ಚಿಂಚನಸೂರ, ಶಾಸಕ ಬಸವರಾಜ ಮತ್ತಿಮಡು ಸೇರಿದಂತೆ ಹಲವರು ಉಪಸ್ಥಿತರಿದ್ದರು.: [244, 1239, 494, 1288]
- continued-label: ಮೊದಲನೇ ಪುಟದಿಂದ...: [340, 1151, 398, 1159]
- ed-body-a: ಮೈಸೂರು: ಮುಡಾ ನಿವೇಶನ ಹಂಚಿಕೆಯಲ್ಲಿ ಅಕ್ರಮ ನಡೆದಿದೆ ಎಂಬ ಆರೋಪ ಸಂಬಂಧ ತನಿಖೆ ಚುರುಕುಗೊಳಿಸಿರುವ ಜಾರಿ ನಿರ್ದೇಶನಾಲಯ (ಇಡಿ) ಅಧಿಕಾರಿಗಳು ವಕ್ರತುಂಡ ಸೊಸೈಟಿ ಹೆಸರಿನಲ್ಲಿ ನಡೆದಿರುವ ವ್ಯವಹಾರಗಳ ಬಗ್ಗೆ ಮಾಹಿತಿ ಕಲೆ ಹಾಕುತ್ತಿದ್ದಾರೆ. ಸೊಸೈಟಿ ಹೆಸರಿನಲ್ಲಿ ಬಹುದೊಡ್ಡ ಭ್ರಷ್ಟಾಚಾರ ನಡೆದಿರಬಹುದು ಎಂಬ ಶಂಕೆ ವ್ಯಕ್ತವಾಗಿದೆ. ಸೊಸೈಟಿಗೆ ಸೇರಿದ ದಾಖಲೆಗಳನ್ನು ವಶಕ್ಕೆ ಪಡೆದು ಪರಿಶೀಲನೆ ನಡೆಸಲಾಗುತ್ತಿದೆ. ಮುಡಾ ಕಚೇರಿಯಲ್ಲೂ ದಾಖಲೆ ಪರಿಶೀಲನೆ ನಡೆದಿದ್ದು ಅಧಿಕಾರಿಗಳನ್ನು ವಿಚಾರಣೆಗೆ ಒಳಪಡಿಸಲಾಗಿದೆ.: [506, 816, 646, 880]
- puc-article: [554, 586, 942, 744]
- upachunavane-article: [198, 334, 550, 744]
- leopard-headline: ಸ್ಥಳೀಯರಲ್ಲಿ ಹೆಚ್ಚಿದ ಆತಂಕ: [616, 364, 880, 399]
- continued-article: [242, 1140, 496, 1490]
- star-headline: ಉಪಚುನಾವಣೆಗೆ ಬಿಜೆಪಿ ಸ್ಟಾರ್ ಪ್ರಚಾರಕರ ಪಟ್ಟಿ ಬಿಡುಗಡೆ? ಯತ್ನಾಳ್, ಪ್ರತಾಪ್ ಸಿಂಹ, ಯದುವೀರ್, ಸುಮಲತಾಗೆ ಕೊಕ್: [532, 1293, 910, 1327]
- leopard-article: [554, 334, 942, 582]
- muda-waqf-byline: ವಿಜಯಪುರದಲ್ಲಿ ಡಿಸಿ ಕಚೇರಿ ಮುತ್ತಿಗೆ:: [6, 1219, 82, 1227]
- lead-headline-bar: [198, 60, 942, 116]
- page-number: 2: [8, 2, 39, 53]
- goa-liquor-headline: ಬೆಂಗಳೂರು ಮನೆಯಲ್ಲಿ ಗೋವಾ ಮದ್ಯ 5 ಲಕ್ಷ ರೂ. ಮೌಲ್ಯದ 144 ಬಾಟಲಿ ಜಪ್ತಿ: [511, 1044, 931, 1097]
- ed-headline: ಇಡಿ ದಾಳಿ: ವಕ್ರತುಂಡ ಸೊಸೈಟಿ ಹೆಸರಿನಲ್ಲಿ ನಡೆದಿತ್ತಾ ಬಹುದೊಡ್ಡ ಭ್ರಷ್ಟಾಚಾರ?: [524, 755, 918, 802]
- muda-waqf-headline: ಮುಡಾದಲ್ಲೂ ವಕ್ಫ್ ಸಮಸ್ಯೆ!: [6, 1141, 86, 1171]
- goa-body-c: ಬೆಂಗಳೂರು: ನಗರದ ದಕ್ಷಿಣ ವಿಭಾಗ ಅಬಕಾರಿ ಅಧಿಕಾರಿಗಳು ಖಚಿತ ಮಾಹಿತಿ ಮೇರೆಗೆ ಮನೆಯೊಂದರ ಮೇಲೆ ದಾಳಿ ನಡೆಸಿ 5 ಲಕ್ಷ ರೂ. ಮೌಲ್ಯದ 144 ಬಾಟಲಿ ಗೋವಾ ಮದ್ಯ ಜಪ್ತಿ ಮಾಡಿದ್ದಾರೆ. ಗೋವಾದಿಂದ ಅಕ್ರಮವಾಗಿ ಮದ್ಯ ತಂದು ನಗರದಲ್ಲಿ ಮಾರಾಟ ಮಾಡುತ್ತಿದ್ದ ಆರೋಪಿಯನ್ನು ಬಂಧಿಸಲಾಗಿದೆ. ವಿವಿಧ ಬ್ರಾಂಡ್ ಗಳ ಮದ್ಯದ ಬಾಟಲಿಗಳು ಪತ್ತೆಯಾಗಿವೆ. ಆರೋಪಿ ವಿರುದ್ಧ ಅಬಕಾರಿ ಕಾಯ್ದೆ 1965ರ ಕಲಂ 11, 14, 15, 38(ಎ), 43(ಎ) ಅಡಿ ಪ್ರಕರಣ ದಾಖಲಿಸಿಕೊಂಡು ತನಿಖೆ ಮುಂದುವರಿಸಲಾಗಿದೆ.: [794, 1112, 938, 1176]
- leopard-kicker-box: [623, 336, 873, 361]
- star-campaigner-article: [500, 1290, 942, 1490]
- masidi-body-c: ಕಲಬುರಗಿ: ರೈತರ ಜಮೀನು, ಹಿಂದೂ ದೇವಾಲಯ ಹಾಗೂ ಮಠಗಳ ಆಸ್ತಿ ವಕ್ಫ್ ಎಂದು ನೋಟಿಸ್ ನೀಡುತ್ತಿರುವುದನ್ನು ನೋಡಿದರೆ ಈ ರಾಜ್ಯವನ್ನು ಮಸೀದಿಗಳೇ ನಡೆಸುತ್ತಿರುವ ಹಾಗನ್ನಿಸುತ್ತಿದೆ. ಕೂಡಲೇ ವಕ್ಫ್ ಬೋರ್ಡ್ ರದ್ದುಪಡಿಸಬೇಕು ಎಂದು ವಿಧಾನ ಪರಿಷತ್ ವಿರೋಧ ಪಕ್ಷದ ನಾಯಕ ಛಲವಾದಿ ನಾರಾಯಣಸ್ವಾಮಿ ಆಗ್ರಹಿಸಿದರು. ನಗರದಲ್ಲಿ ಸುದ್ದಿಗೋಷ್ಠಿಯಲ್ಲಿ ಮಾತನಾಡಿದ ಅವರು, ರಾಜ್ಯದಲ್ಲಿ ಕಾಂಗ್ರೆಸ್ ಸರ್ಕಾರ ಬಂದ ನಂತರ ಓಲೈಕೆ ರಾಜಕಾರಣ ಹೆಚ್ಚಾಗಿದೆ. ಜಿಲ್ಲೆಯ ಹಲವು ರೈತರಿಗೆ ನೋಟಿಸ್ ನೀಡಲಾಗಿದೆ. ಸಾವಿರಾರು ಎಕರೆ ಜಮೀನು ವಕ್ಫ್ ಆಸ್ತಿ ಎಂದು ನಮೂದು ಮಾಡಲಾಗಿದೆ. ಇದರ ವಿರುದ್ಧ ಬಿಜೆಪಿ ರಾಜ್ಯಾದ್ಯಂತ ಹೋರಾಟ ನಡೆಸಲಿದೆ. ಮಾಜಿ ಸಚಿವ ಬಾಬುರಾವ್ ಚಿಂಚನಸೂರ, ಶಾಸಕ ಬಸವರಾಜ ಮತ್ತಿಮಡು ಸೇರಿದಂತೆ ಹಲವರು ಉಪಸ್ಥಿತರಿದ್ದರು.: [334, 962, 494, 1042]
- brand-name: ಸಂಜೆ ಮುಗಿಲು: [62, 9, 135, 27]
- upachunavane-headline: ಉಪಚುನಾವಣೆ ಸೋಲುವ ಭಯದಿಂದ ಬಿಜೆಪಿ-ಜೆಡಿಎಸ್ ವಕ್ಫ್ ವಿವಾದ ಮಾಡ್ತಿವೆ: [208, 338, 507, 386]
- caste-census-headline: ಜಾತಿಗಣತಿಯನ್ನ ಈ ಸರ್ಕಾರ ಯಾಕೆ ಬಿಡುಗಡೆ ಮಾಡ್ತಿಲ್ಲ: [8, 329, 182, 357]
- joshi-headline: ಪ್ರಲ್ಹಾದ್ ಜೋಶಿ ಸಾಥ್: [6, 1331, 104, 1347]
- star-body-a: ಬೆಂಗಳೂರು: ಮೂರು ವಿಧಾನಸಭಾ ಕ್ಷೇತ್ರಗಳ ಉಪಚುನಾವಣೆಗೆ ಬಿಜೆಪಿ ಸ್ಟಾರ್ ಪ್ರಚಾರಕರ ಪಟ್ಟಿ ಬಿಡುಗಡೆ ಮಾಡಿದ್ದು, ಪಟ್ಟಿಯಲ್ಲಿ 40 ನಾಯಕರ ಹೆಸರು ಇದೆ. ಶಾಸಕ ಬಸನಗೌಡ ಪಾಟೀಲ್ ಯತ್ನಾಳ್, ಮಾಜಿ ಸಂಸದ ಪ್ರತಾಪ್ ಸಿಂಹ, ಸಂಸದ ಯದುವೀರ್ ಒಡೆಯರ್ ಹಾಗೂ ಸುಮಲತಾ ಅಂಬರೀಶ್ ಅವರಿಗೆ ಪಟ್ಟಿಯಲ್ಲಿ ಸ್ಥಾನ ನೀಡಲಾಗಿಲ್ಲ. ಪಟ್ಟಿಯಲ್ಲಿ ಬಿ.ಎಸ್.ಯಡಿಯೂರಪ್ಪ, ಪ್ರಲ್ಹಾದ್ ಜೋಶಿ, ಆರ್.ಅಶೋಕ್, ಬಿ.ವೈ.ವಿಜಯೇಂದ್ರ ಸೇರಿದಂತೆ ಪ್ರಮುಖರ ಹೆಸರುಗಳಿವೆ. ಸ್ಟಾರ್ ಪ್ರಚಾರಕರ ಪಟ್ಟಿ ಬಗ್ಗೆ ಪಕ್ಷದಲ್ಲಿ ಅಸಮಾಧಾನ ವ್ಯಕ್ತವಾಗಿದೆ.: [506, 1334, 632, 1406]
- muda-waqf-body: ಮುಡಾ ನಿವೇಶನ ಹಂಚಿಕೆಯಲ್ಲಿ ವಕ್ಫ್ ಆಸ್ತಿ ವಿಚಾರ ಹೊಸ ತಿರುವು ಪಡೆದುಕೊಂಡಿದೆ. ಮುಡಾ ವ್ಯಾಪ್ತಿಯ ಹಲವು ಬಡಾವಣೆಗಳಲ್ಲಿ ವಕ್ಫ್ ಆಸ್ತಿ ಎಂದು ನಮೂದಾಗಿದ್ದು ನಿವೇಶನದಾರರು ಆತಂಕಕ್ಕೆ ಒಳಗಾಗಿದ್ದಾರೆ.: [6, 1177, 236, 1193]
- continued-body: ಮೊದಲನೇ ಪುಟದಿಂದ... ರೈತರ ಜಮೀನು ವಕ್ಫ್ ಆಸ್ತಿ ಎಂದು ನಮೂದಾಗಿರುವ ಬಗ್ಗೆ ಪರಿಶೀಲನೆ ನಡೆಸಲು ಜಿಲ್ಲಾಧಿಕಾರಿಗಳಿಗೆ ಸೂಚನೆ ನೀಡಲಾಗಿದೆ. ರೈತರ ಹಕ್ಕು ರಕ್ಷಣೆಗೆ ಸರ್ಕಾರ ಬದ್ಧವಾಗಿದೆ ಎಂದು ಸಚಿವರು ಸ್ಪಷ್ಟಪಡಿಸಿದ್ದಾರೆ.: [244, 1167, 494, 1183]
- caste-census-body-b: ಬೆಂಗಳೂರು: ಜಾತಿಗಣತಿ ಎಂದು ಈ ಸರ್ಕಾರ ಯಾಕೆ ಇನ್ನೂ ಬಿಡುಗಡೆ ಮಾಡುತ್ತಿಲ್ಲ ಎಂದು ಕೇಂದ್ರ ಸಚಿವ ಕುಮಾರಸ್ವಾಮಿ ಸಿದ್ದರಾಮಯ್ಯ ವಿರುದ್ಧ ವಾಗ್ದಾಳಿ ನಡೆಸಿದರು. ಒಳಮೀಸಲಾತಿ ಜಾರಿ ವಿಚಾರವಾಗಿ ರಾಜ್ಯ ಸರ್ಕಾರ ನಿರ್ಧಾರ ಕೈಗೊಂಡ ಬಗ್ಗೆ ಪ್ರತಿಕ್ರಿಯೆ ನೀಡಿದ ಅವರು, ಕಾಂತರಾಜು ವರದಿ ಏನಾಯ್ತು? ಜಾತಿಗಣತಿಯನ್ನ ಈ ಸರ್ಕಾರ ಯಾಕೆ ಬಿಡುಗಡೆ ಮಾಡ್ತಿಲ್ಲ? ಒಂದು ವೇಳೆ ಬಿಡುಗಡೆ ಮಾಡಿದರೆ ಅದು ಯಾರಿಗೆ ತೊಂದರೆ? ಎಂದು ಪ್ರಶ್ನಿಸಿದರು. ಅವರೇ ನೇಮಿಸಿದ ಆಯೋಗ ವರದಿ ನೀಡಿದೆ. ಉಪಚುನಾವಣೆ ಹಿನ್ನೆಲೆಯಲ್ಲಿ ಇದೀಗ ಒಳಮೀಸಲಾತಿ ನಾಟಕ ಮಾಡುತ್ತಿದ್ದಾರೆ. ಕ್ಯಾಬಿನೆಟ್ ನಲ್ಲಿ ಚರ್ಚೆ ನಡೆಯುತ್ತಿದೆ ಅಷ್ಟೇ. ಇಷ್ಟು ವರ್ಷ ಏಕೆ ಜಾರಿ ಮಾಡಲಿಲ್ಲ? ದಲಿತರಿಗೆ ಮೋಸ ಮಾಡುತ್ತಿದ್ದಾರೆ ಎಂದು ಕಿಡಿಕಾರಿದರು.: [8, 485, 98, 614]
- lead-body-mid: ಈ ಕುರಿತು ಸರ್ಕಾರ ಕೂಡಲೇ ಸ್ಪಷ್ಟನೆ ನೀಡಬೇಕು. ವಕ್ಫ್ ಬೋರ್ಡ್ ಹೆಸರಿನಲ್ಲಿ ನೀಡಿರುವ ನೋಟಿಸ್ ಗಳನ್ನು ಹಿಂಪಡೆಯಬೇಕು. ಇಲ್ಲದಿದ್ದರೆ ರಾಜ್ಯಾದ್ಯಂತ ಉಗ್ರ ಹೋರಾಟ ನಡೆಸಲಾಗುವುದು. ರೈತರ ಹಿತ ಕಾಯುವಲ್ಲಿ ಸರ್ಕಾರ ಸಂಪೂರ್ಣ ವಿಫಲವಾಗಿದೆ. ಚನ್ನಪಟ್ಟಣ ಉಪಚುನಾವಣೆಯಲ್ಲಿ ಇದಕ್ಕೆ ಜನರು ತಕ್ಕ ಉತ್ತರ ನೀಡಲಿದ್ದಾರೆ ಎಂದು ಹೇಳಿದರು. ಜಿಲ್ಲಾಧಿಕಾರಿಗಳ ಮೂಲಕ ರೈತರಿಗೆ ನೋಟಿಸ್ ನೀಡಲಾಗುತ್ತಿದ್ದು ಇದು ಅಕ್ಷಮ್ಯ. ಮುಖ್ಯಮಂತ್ರಿಗಳು ಕೂಡಲೇ ಮಧ್ಯಪ್ರವೇಶಿಸಿ ಈ ಗೊಂದಲ ಬಗೆಹರಿಸಬೇಕು ಎಂದು ಒತ್ತಾಯಿಸಿದರು.: [394, 240, 752, 272]
- continued-label-box: [294, 1140, 444, 1163]
- list-heading: ಡಿ.ಡಿ.ಅಧಿಕಾರಿಗಳು ಕೇಳಿದ ಪ್ರಶ್ನೆಗಳು: [244, 1333, 319, 1342]
- lead-body-right: ಈ ಕುರಿತು ಸರ್ಕಾರ ಕೂಡಲೇ ಸ್ಪಷ್ಟನೆ ನೀಡಬೇಕು. ವಕ್ಫ್ ಬೋರ್ಡ್ ಹೆಸರಿನಲ್ಲಿ ನೀಡಿರುವ ನೋಟಿಸ್ ಗಳನ್ನು ಹಿಂಪಡೆಯಬೇಕು. ಇಲ್ಲದಿದ್ದರೆ ರಾಜ್ಯಾದ್ಯಂತ ಉಗ್ರ ಹೋರಾಟ ನಡೆಸಲಾಗುವುದು. ರೈತರ ಹಿತ ಕಾಯುವಲ್ಲಿ ಸರ್ಕಾರ ಸಂಪೂರ್ಣ ವಿಫಲವಾಗಿದೆ. ಚನ್ನಪಟ್ಟಣ ಉಪಚುನಾವಣೆಯಲ್ಲಿ ಇದಕ್ಕೆ ಜನರು ತಕ್ಕ ಉತ್ತರ ನೀಡಲಿದ್ದಾರೆ ಎಂದು ಹೇಳಿದರು. ಜಿಲ್ಲಾಧಿಕಾರಿಗಳ ಮೂಲಕ ರೈತರಿಗೆ ನೋಟಿಸ್ ನೀಡಲಾಗುತ್ತಿದ್ದು ಇದು ಅಕ್ಷಮ್ಯ. ಮುಖ್ಯಮಂತ್ರಿಗಳು ಕೂಡಲೇ ಮಧ್ಯಪ್ರವೇಶಿಸಿ ಈ ಗೊಂದಲ ಬಗೆಹರಿಸಬೇಕು ಎಂದು ಒತ್ತಾಯಿಸಿದರು.: [758, 118, 938, 166]
- upachunavane-body-c: ಬೆಂಗಳೂರು: ಉಪಚುನಾವಣೆ ಸೋಲುವ ಭಯದಿಂದ ಬಿಜೆಪಿ-ಜೆಡಿಎಸ್ ವಕ್ಫ್ ವಿವಾದವನ್ನು ಮಾಡುತ್ತಿವೆ ಎಂದು ಸಚಿವ ಪ್ರಿಯಾಂಕ್ ಖರ್ಗೆ ಆರೋಪಿಸಿದರು. ಮಲ್ಲೇಶ್ವರಂನಲ್ಲಿ ಮಾತನಾಡಿದ ಅವರು, ವಕ್ಫ್ ಆಸ್ತಿ ವಿಚಾರದಲ್ಲಿ ಬಿಜೆಪಿ ರಾಜಕೀಯ ಮಾಡುತ್ತಿದೆ. ಬಿಜೆಪಿ ಆಡಳಿತದ ಅವಧಿಯಲ್ಲೂ ನೋಟಿಸ್ ನೀಡಲಾಗಿತ್ತು. ಆಗ ಏಕೆ ಮಾತನಾಡಲಿಲ್ಲ? ರೈತರ ಜಮೀನು ಕಿತ್ತುಕೊಳ್ಳುವ ಪ್ರಶ್ನೆಯೇ ಇಲ್ಲ. ಸರ್ಕಾರ ಈಗಾಗಲೇ ಸ್ಪಷ್ಟನೆ ನೀಡಿದೆ. ಕುಮಾರಸ್ವಾಮಿ ಅವರು ಕೂಡಾ ಈ ವಿಚಾರದಲ್ಲಿ ರಾಜಕೀಯ ಮಾಡುತ್ತಿದ್ದಾರೆ. ಚನ್ನಪಟ್ಟಣ, ಶಿಗ್ಗಾವಿ ಮತ್ತು ಸಂಡೂರು ಕ್ಷೇತ್ರಗಳಲ್ಲಿ ಕಾಂಗ್ರೆಸ್ ಗೆಲುವು ಸಾಧಿಸಲಿದೆ. ಸೋಲಿನ ಭೀತಿಯಿಂದ ವಿರೋಧ ಪಕ್ಷಗಳು ಜನರ ದಿಕ್ಕು ತಪ್ಪಿಸುವ ಕೆಲಸ ಮಾಡುತ್ತಿವೆ ಎಂದು ವಾಗ್ದಾಳಿ ನಡೆಸಿದರು.: [204, 590, 374, 662]
- ob-quota-article: [2, 60, 194, 295]
- upachunavane-body-a: ಬೆಂಗಳೂರು: ಉಪಚುನಾವಣೆ ಸೋಲುವ ಭಯದಿಂದ ಬಿಜೆಪಿ-ಜೆಡಿಎಸ್ ವಕ್ಫ್ ವಿವಾದವನ್ನು ಮಾಡುತ್ತಿವೆ ಎಂದು ಸಚಿವ ಪ್ರಿಯಾಂಕ್ ಖರ್ಗೆ ಆರೋಪಿಸಿದರು. ಮಲ್ಲೇಶ್ವರಂನಲ್ಲಿ ಮಾತನಾಡಿದ ಅವರು, ವಕ್ಫ್ ಆಸ್ತಿ ವಿಚಾರದಲ್ಲಿ ಬಿಜೆಪಿ ರಾಜಕೀಯ ಮಾಡುತ್ತಿದೆ. ಬಿಜೆಪಿ ಆಡಳಿತದ ಅವಧಿಯಲ್ಲೂ ನೋಟಿಸ್ ನೀಡಲಾಗಿತ್ತು. ಆಗ ಏಕೆ ಮಾತನಾಡಲಿಲ್ಲ? ರೈತರ ಜಮೀನು ಕಿತ್ತುಕೊಳ್ಳುವ ಪ್ರಶ್ನೆಯೇ ಇಲ್ಲ. ಸರ್ಕಾರ ಈಗಾಗಲೇ ಸ್ಪಷ್ಟನೆ ನೀಡಿದೆ. ಕುಮಾರಸ್ವಾಮಿ ಅವರು ಕೂಡಾ ಈ ವಿಚಾರದಲ್ಲಿ ರಾಜಕೀಯ ಮಾಡುತ್ತಿದ್ದಾರೆ. ಚನ್ನಪಟ್ಟಣ, ಶಿಗ್ಗಾವಿ ಮತ್ತು ಸಂಡೂರು ಕ್ಷೇತ್ರಗಳಲ್ಲಿ ಕಾಂಗ್ರೆಸ್ ಗೆಲುವು ಸಾಧಿಸಲಿದೆ. ಸೋಲಿನ ಭೀತಿಯಿಂದ ವಿರೋಧ ಪಕ್ಷಗಳು ಜನರ ದಿಕ್ಕು ತಪ್ಪಿಸುವ ಕೆಲಸ ಮಾಡುತ್ತಿವೆ ಎಂದು ವಾಗ್ದಾಳಿ ನಡೆಸಿದರು.: [204, 396, 374, 468]
- leopard-body-b: ಬೆಂಗಳೂರು: ನಗರದ ಹೊರವಲಯದಲ್ಲಿ ಮತ್ತೆ ಚಿರತೆ ಪ್ರತ್ಯಕ್ಷವಾಗಿದ್ದು ಸ್ಥಳೀಯರಲ್ಲಿ ಆತಂಕ ಹೆಚ್ಚಿದೆ. ರಾತ್ರಿ ವೇಳೆ ಚಿರತೆ ಸಂಚರಿಸುತ್ತಿರುವ ದೃಶ್ಯ ಸಿಸಿಟಿವಿ ಕ್ಯಾಮರಾದಲ್ಲಿ ಸೆರೆಯಾಗಿದೆ. ಅರಣ್ಯ ಇಲಾಖೆ ಅಧಿಕಾರಿಗಳು ಸ್ಥಳಕ್ಕೆ ಭೇಟಿ ನೀಡಿ ಪರಿಶೀಲನೆ ನಡೆಸಿದ್ದಾರೆ. ಚಿರತೆ ಸೆರೆಗೆ ಬೋನು ಇರಿಸಲಾಗಿದೆ. ಸಾರ್ವಜನಿಕರು ರಾತ್ರಿ ವೇಳೆ ಒಬ್ಬಂಟಿಯಾಗಿ ಓಡಾಡದಂತೆ ಸೂಚನೆ ನೀಡಲಾಗಿದೆ. ಮಕ್ಕಳು ಹಾಗೂ ಸಾಕುಪ್ರಾಣಿಗಳ ಬಗ್ಗೆ ಎಚ್ಚರಿಕೆ ವಹಿಸುವಂತೆ ಅರಣ್ಯ ಇಲಾಖೆ ಮನವಿ ಮಾಡಿದೆ. ಇತ್ತೀಚೆಗಷ್ಟೇ ಇದೇ ಭಾಗದ: [714, 468, 788, 581]
